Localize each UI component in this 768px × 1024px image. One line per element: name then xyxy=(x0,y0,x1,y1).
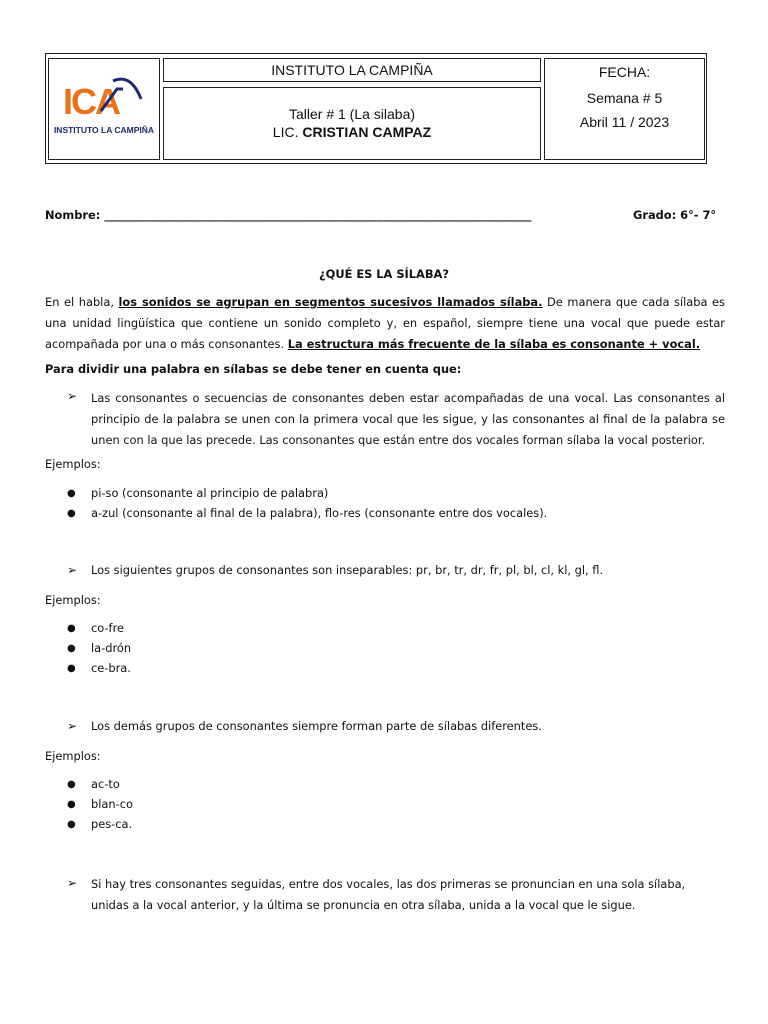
bullet-icon: ● xyxy=(67,663,76,674)
logo-letters: ICA xyxy=(63,81,119,122)
logo-cell xyxy=(48,58,160,160)
teacher-line xyxy=(164,123,540,141)
date-label: FECHA: xyxy=(598,64,651,80)
rule-1-text: Las consonantes o secuencias de consonantes deben estar acompañadas de una vocal. Las consonantes al principio de la palabra se unen con la primera vocal que les sigue, y las consonantes al final de la palabra se unen con la que las precede. Las consonantes que están entre dos vocales forman sílaba la vocal posterior. xyxy=(91,391,725,447)
arrow-bullet-icon: ➢ xyxy=(67,719,78,733)
week-number: Semana # 5 xyxy=(586,90,663,106)
rule-3-text: Los demás grupos de consonantes siempre forman parte de sílabas diferentes. xyxy=(91,719,542,733)
rule-3-example-2: blan-co xyxy=(91,797,133,811)
intro-paragraph xyxy=(45,292,725,355)
workshop-title: Taller # 1 (La silaba) xyxy=(288,106,416,122)
institution-cell xyxy=(163,58,541,82)
teacher-name: CRISTIAN CAMPAZ xyxy=(302,124,432,140)
examples-label-1: Ejemplos: xyxy=(45,457,101,471)
rule-1-example-1: pi-so (consonante al principio de palabra) xyxy=(91,486,329,500)
bullet-icon: ● xyxy=(67,779,76,790)
intro-part2: De manera que cada sílaba es una unidad lingüística que contiene un sonido completo y, en español, siempre tiene una vocal que puede estar acompañada por una o más consonantes. xyxy=(45,295,725,351)
rule-4-text: Si hay tres consonantes seguidas, entre dos vocales, las dos primeras se pronuncian en una sola sílaba, unidas a la vocal anterior, y la última se pronuncia en otra sílaba, unida a la vocal que le sigue. xyxy=(91,877,686,912)
rule-2-example-2: la-drón xyxy=(91,641,132,655)
rule-2-example-3: ce-bra. xyxy=(91,661,131,675)
bullet-icon: ● xyxy=(67,508,76,519)
bullet-icon: ● xyxy=(67,623,76,634)
intro-underline1: los sonidos se agrupan en segmentos sucesivos llamados sílaba. xyxy=(118,295,543,309)
date-value: Abril 11 / 2023 xyxy=(579,114,670,130)
school-logo xyxy=(49,59,159,159)
institution-name: INSTITUTO LA CAMPIÑA xyxy=(271,62,433,78)
rule-1-example-2: a-zul (consonante al final de la palabra), flo-res (consonante entre dos vocales). xyxy=(91,506,548,520)
examples-label-2: Ejemplos: xyxy=(45,593,101,607)
rule-2-example-1: co-fre xyxy=(91,621,125,635)
arrow-bullet-icon: ➢ xyxy=(67,876,78,890)
rule-2-text: Los siguientes grupos de consonantes son inseparables: pr, br, tr, dr, fr, pl, bl, cl, kl, gl, fl. xyxy=(91,563,604,577)
name-field[interactable]: Nombre: ___________________________________________________________________________ xyxy=(45,208,532,222)
divide-heading: Para dividir una palabra en sílabas se debe tener en cuenta que: xyxy=(45,362,462,376)
rule-3-example-1: ac-to xyxy=(91,777,120,791)
bullet-icon: ● xyxy=(67,488,76,499)
rule-3-example-3: pes-ca. xyxy=(91,817,133,831)
intro-underline2: La estructura más frecuente de la sílaba es consonante + vocal. xyxy=(287,337,701,351)
grade-label: Grado: 6°- 7° xyxy=(633,208,717,222)
workshop-cell xyxy=(163,87,541,160)
logo-caption: INSTITUTO LA CAMPIÑA xyxy=(53,125,155,135)
bullet-icon: ● xyxy=(67,643,76,654)
bullet-icon: ● xyxy=(67,819,76,830)
teacher-prefix: LIC. xyxy=(272,124,299,140)
arrow-bullet-icon: ➢ xyxy=(67,563,78,577)
date-cell xyxy=(544,58,705,160)
bullet-icon: ● xyxy=(67,799,76,810)
arrow-bullet-icon: ➢ xyxy=(67,389,78,403)
intro-part1: En el habla, xyxy=(45,295,119,309)
examples-label-3: Ejemplos: xyxy=(45,749,101,763)
page-title: ¿QUÉ ES LA SÍLABA? xyxy=(319,267,449,281)
